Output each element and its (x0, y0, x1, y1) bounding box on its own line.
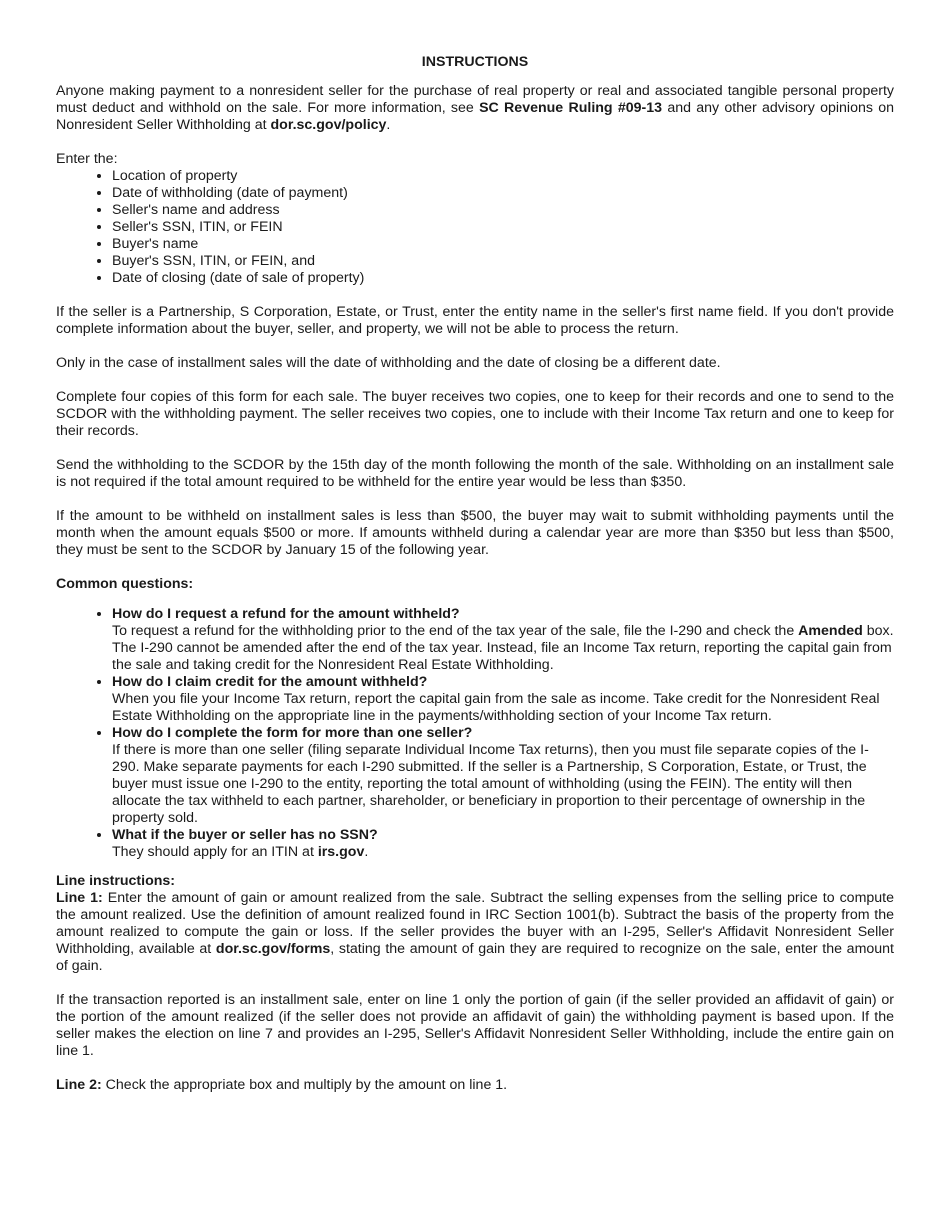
common-questions-label: Common questions: (56, 576, 194, 592)
amended-label: Amended (798, 623, 863, 639)
list-item: • Location of property (112, 168, 894, 185)
intro-text: Anyone making payment to a nonresident seller for the purchase of real property or real and associated tangible personal property must deduct and withhold on the sale. For more information, see (56, 83, 894, 116)
line1-paragraph (56, 890, 894, 975)
line2-text: Check the appropriate box and multiply by the amount on line 1. (101, 1077, 508, 1093)
faq-answer-text-end: . (364, 844, 369, 860)
page-title: INSTRUCTIONS (421, 54, 529, 70)
common-questions-heading (56, 576, 894, 593)
forms-link: dor.sc.gov/forms (215, 941, 331, 957)
faq-answer: If there is more than one seller (filing separate Individual Income Tax returns), then you must file separate copies of the I-290. Make separate payments for each I-290 submitted. If the seller is a Partnership, S Corporation, Estate, or Trust, the buyer must issue one I-290 to the entity, reporting the total amount of withholding (using the FEIN). The entity will then allocate the tax withheld to each partner, shareholder, or beneficiary in proportion to their percentage of ownership in the property sold. (112, 742, 869, 826)
list-item: • Seller's name and address (112, 202, 894, 219)
line1-text-end: , stating the amount of gain they are required to recognize on the sale, enter the amount of gain. (56, 941, 894, 974)
installment-sale-paragraph: If the transaction reported is an installment sale, enter on line 1 only the portion of gain (if the seller provided an affidavit of gain) or the portion of the amount realized (if the seller does not provide an affidavit of gain) the withholding payment is based upon. If the seller makes the election on line 7 and provides an I-295, Seller's Affidavit Nonresident Seller Withholding, include the entire gain on line 1. (56, 992, 894, 1059)
faq-question: • How do I complete the form for more than one seller? (112, 725, 473, 741)
policy-link: dor.sc.gov/policy (270, 117, 387, 133)
enter-list (56, 168, 894, 287)
intro-text-end: . (386, 117, 391, 133)
installment-date-paragraph: Only in the case of installment sales will the date of withholding and the date of closing be a different date. (56, 355, 721, 371)
line1-label: Line 1: (56, 890, 103, 906)
faq-answer: When you file your Income Tax return, report the capital gain from the sale as income. Take credit for the Nonresident Real Estate Withholding on the appropriate line in the payments/withholding section of your Income Tax return. (112, 691, 880, 724)
faq-answer (112, 623, 894, 674)
threshold-paragraph: If the amount to be withheld on installment sales is less than $500, the buyer may wait to submit withholding payments until the month when the amount equals $500 or more. If amounts withheld during a calendar year are more than $350 but less than $500, they must be sent to the SCDOR by January 15 of the following year. (56, 508, 894, 558)
enter-heading: Enter the: (56, 151, 118, 167)
list-item: • Buyer's name (112, 236, 894, 253)
faq-answer-text-end: box. The I-290 cannot be amended after the end of the tax year. Instead, file an Income Tax return, reporting the capital gain from the sale and taking credit for the Nonresident Real Estate Withholding. (112, 623, 894, 673)
faq-question: • How do I request a refund for the amount withheld? (112, 606, 460, 622)
line1-text: Enter the amount of gain or amount realized from the sale. Subtract the selling expenses from the selling price to compute the amount realized. Use the definition of amount realized found in IRC Section 1001(b). Subtract the basis of the property from the amount realized to compute the gain or loss. If the seller provides the buyer with an I-295, Seller's Affidavit Nonresident Seller Withholding, available at (56, 890, 894, 957)
faq-question: • How do I claim credit for the amount withheld? (112, 674, 428, 690)
intro-text-mid: and any other advisory opinions on Nonresident Seller Withholding at (56, 100, 894, 133)
entity-paragraph: If the seller is a Partnership, S Corporation, Estate, or Trust, enter the entity name in the seller's first name field. If you don't provide complete information about the buyer, seller, and property, we will not be able to process the return. (56, 304, 894, 337)
faq-answer-text: They should apply for an ITIN at (112, 844, 318, 860)
faq-item-no-ssn (112, 827, 894, 861)
faq-item-refund (112, 606, 894, 674)
deadline-paragraph: Send the withholding to the SCDOR by the 15th day of the month following the month of the sale. Withholding on an installment sale is not required if the total amount required to be withheld for the entire year would be less than $350. (56, 457, 894, 490)
line-instructions-heading (56, 873, 894, 890)
list-item: • Buyer's SSN, ITIN, or FEIN, and (112, 253, 894, 270)
line2-paragraph (56, 1077, 894, 1094)
faq-answer-text: To request a refund for the withholding prior to the end of the tax year of the sale, file the I-290 and check the (112, 623, 799, 639)
list-item: • Date of withholding (date of payment) (112, 185, 894, 202)
faq-question: • What if the buyer or seller has no SSN? (112, 827, 378, 843)
faq-answer (112, 844, 894, 861)
faq-item-credit (112, 674, 894, 725)
faq-item-multiple-sellers (112, 725, 894, 827)
faq-list (56, 606, 894, 861)
intro-paragraph (56, 83, 894, 134)
revenue-ruling-reference: SC Revenue Ruling #09-13 (479, 100, 663, 116)
copies-paragraph: Complete four copies of this form for each sale. The buyer receives two copies, one to keep for their records and one to send to the SCDOR with the withholding payment. The seller receives two copies, one to include with their Income Tax return and one to keep for their records. (56, 389, 894, 439)
line-instructions-label: Line instructions: (56, 873, 176, 889)
irs-link: irs.gov (317, 844, 365, 860)
list-item: • Seller's SSN, ITIN, or FEIN (112, 219, 894, 236)
list-item: • Date of closing (date of sale of property) (112, 270, 894, 287)
line2-label: Line 2: (56, 1077, 102, 1093)
